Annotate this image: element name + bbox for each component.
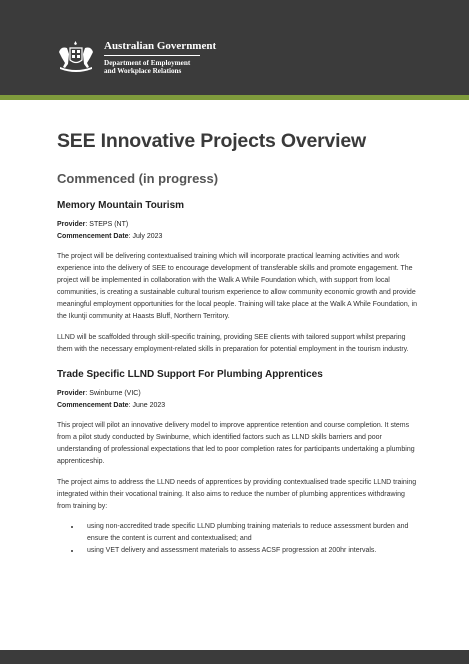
commencement-label: Commencement Date	[57, 402, 129, 409]
document-body	[57, 128, 419, 557]
logo-divider	[104, 55, 200, 56]
project-plumbing-llnd	[57, 368, 419, 557]
project-title: Memory Mountain Tourism	[57, 200, 185, 211]
provider-line	[57, 219, 419, 230]
department-name-line2: and Workplace Relations	[104, 67, 182, 76]
page-header	[0, 0, 469, 95]
provider-label: Provider	[57, 221, 86, 228]
agency-logo-text	[104, 40, 216, 76]
coat-of-arms-icon	[56, 40, 96, 76]
government-name: Australian Government	[104, 40, 217, 52]
list-item: • using non-accredited trade specific LLND plumbing training materials to reduce assessment burden and ensure the content is current and contextualised; and	[81, 521, 419, 545]
provider-value: : Swinburne (VIC)	[85, 390, 141, 397]
project-memory-mountain	[57, 199, 419, 356]
page-footer	[0, 650, 469, 664]
commencement-line	[57, 400, 419, 411]
department-name-line1: Department of Employment	[104, 59, 191, 67]
commencement-label: Commencement Date	[57, 233, 129, 240]
provider-line	[57, 388, 419, 399]
provider-value: : STEPS (NT)	[85, 221, 129, 228]
document-title: SEE Innovative Projects Overview	[57, 130, 366, 152]
bullet-list	[57, 521, 419, 557]
section-heading: Commenced (in progress)	[57, 171, 219, 186]
commencement-line	[57, 231, 419, 242]
commencement-value: : June 2023	[128, 402, 166, 409]
project-paragraph: The project aims to address the LLND needs of apprentices by providing contextualised trade specific LLND training integrated within their vocational training. It also aims to reduce the number of plumbing apprentices withdrawing from training by:	[57, 479, 417, 510]
provider-label: Provider	[57, 390, 86, 397]
project-paragraph: LLND will be scaffolded through skill-specific training, providing SEE clients with tailored support whilst preparing them with the necessary employment-related skills in preparation for potential employment in the tourism industry.	[57, 334, 409, 353]
list-item: • using VET delivery and assessment materials to assess ACSF progression at 200hr intervals.	[81, 545, 419, 557]
project-paragraph: This project will pilot an innovative delivery model to improve apprentice retention and course completion. It stems from a pilot study conducted by Swinburne, which identified factors such as LLND skills barriers and poor understanding of professional expectations that led to poor completion rates for participants undertaking a plumbing apprenticeship.	[57, 422, 415, 465]
header-accent-bar	[0, 95, 469, 100]
commencement-value: : July 2023	[128, 233, 163, 240]
project-paragraph: The project will be delivering contextualised training which will incorporate practical learning activities and work experience into the delivery of SEE to encourage development of transferable skills and promote engagement. The project will be implemented in collaboration with the Walk A While Foundation which, with support from local communities, is creating a sustainable cultural tourism experience to allow community economic growth and provide meaningful employment opportunities for the local people. Training will take place at the Walk A While Foundation, in the Ikuntji community at Haasts Bluff, Northern Territory.	[57, 253, 418, 320]
project-title: Trade Specific LLND Support For Plumbing Apprentices	[57, 369, 323, 380]
